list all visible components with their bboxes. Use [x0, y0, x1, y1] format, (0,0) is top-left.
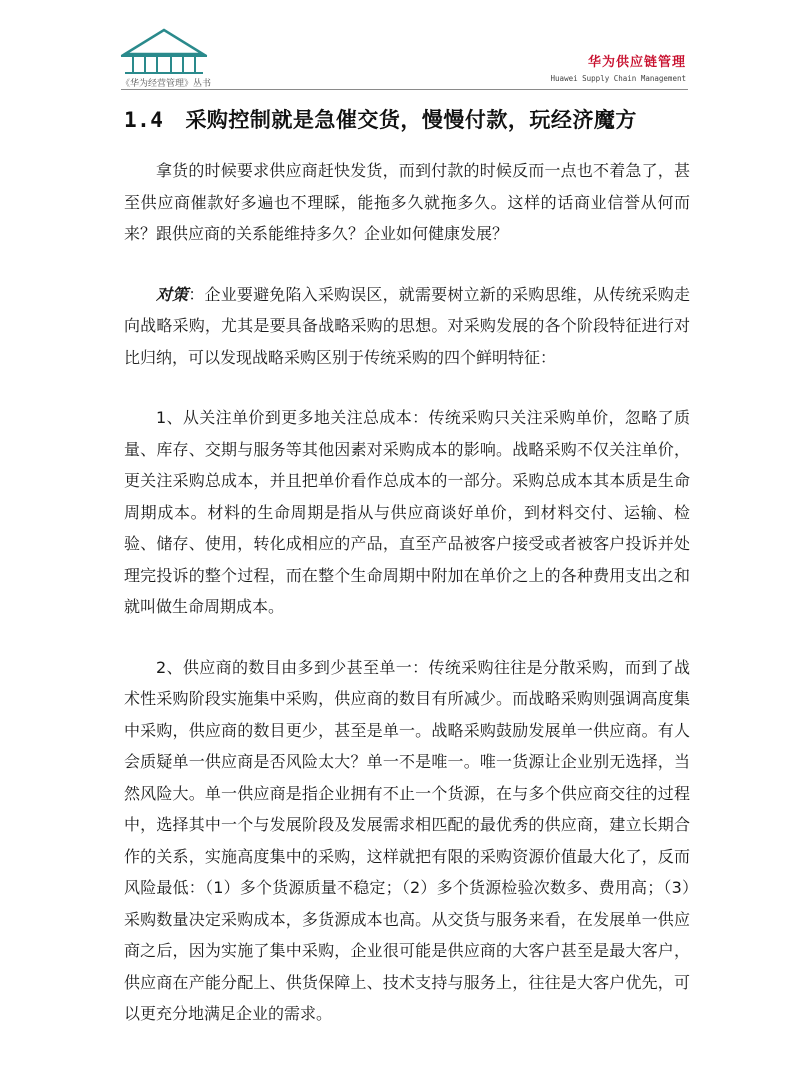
strategy-text: ：企业要避免陷入采购误区，就需要树立新的采购思维，从传统采购走向战略采购，尤其是要具备战略采购的思想。对采购发展的各个阶段特征进行对比归纳，可以发现战略采购区别于传统采购的四个鲜明特征：	[124, 284, 690, 367]
article-body	[124, 155, 690, 1059]
point-1-paragraph: 1、从关注单价到更多地关注总成本：传统采购只关注采购单价，忽略了质量、库存、交期与服务等其他因素对采购成本的影响。战略采购不仅关注单价，更关注采购总成本，并且把单价看作总成本的一部分。采购总成本其本质是生命周期成本。材料的生命周期是指从与供应商谈好单价，到材料交付、运输、检验、储存、使用，转化成相应的产品，直至产品被客户接受或者被客户投诉并处理完投诉的整个过程，而在整个生命周期中附加在单价之上的各种费用支出之和就叫做生命周期成本。	[124, 408, 690, 616]
series-label: 《华为经营管理》丛书	[121, 79, 212, 89]
header-divider	[121, 89, 688, 90]
brand-subtitle: Huawei Supply Chain Management	[550, 74, 686, 83]
strategy-paragraph	[124, 279, 690, 374]
point-2-paragraph: 2、供应商的数目由多到少甚至单一：传统采购往往是分散采购，而到了战术性采购阶段实施集中采购，供应商的数目有所减少。而战略采购则强调高度集中采购，供应商的数目更少，甚至是单一。战略采购鼓励发展单一供应商。有人会质疑单一供应商是否风险太大？单一不是唯一。唯一货源让企业别无选择，当然风险大。单一供应商是指企业拥有不止一个货源，在与多个供应商交往的过程中，选择其中一个与发展阶段及发展需求相匹配的最优秀的供应商，建立长期合作的关系，实施高度集中的采购，这样就把有限的采购资源价值最大化了，反而风险最低：（1）多个货源质量不稳定；（2）多个货源检验次数多、费用高；（3）采购数量决定采购成本，多货源成本也高。从交货与服务来看，在发展单一供应商之后，因为实施了集中采购，企业很可能是供应商的大客户甚至是最大客户，供应商在产能分配上、供货保障上、技术支持与服务上，往往是大客户优先，可以更充分地满足企业的需求。	[124, 657, 690, 1023]
strategy-label: 对策	[156, 284, 189, 304]
page-header	[105, 18, 688, 90]
section-number: 1.4	[124, 108, 164, 132]
building-logo-icon	[119, 24, 209, 76]
intro-paragraph: 拿货的时候要求供应商赶快发货，而到付款的时候反而一点也不着急了，甚至供应商催款好多遍也不理睬，能拖多久就拖多久。这样的话商业信誉从何而来？跟供应商的关系能维持多久？企业如何健康发展？	[124, 161, 690, 243]
section-title: 采购控制就是急催交货，慢慢付款，玩经济魔方	[185, 108, 637, 132]
section-heading	[124, 104, 637, 134]
brand-title: 华为供应链管理	[587, 55, 686, 70]
